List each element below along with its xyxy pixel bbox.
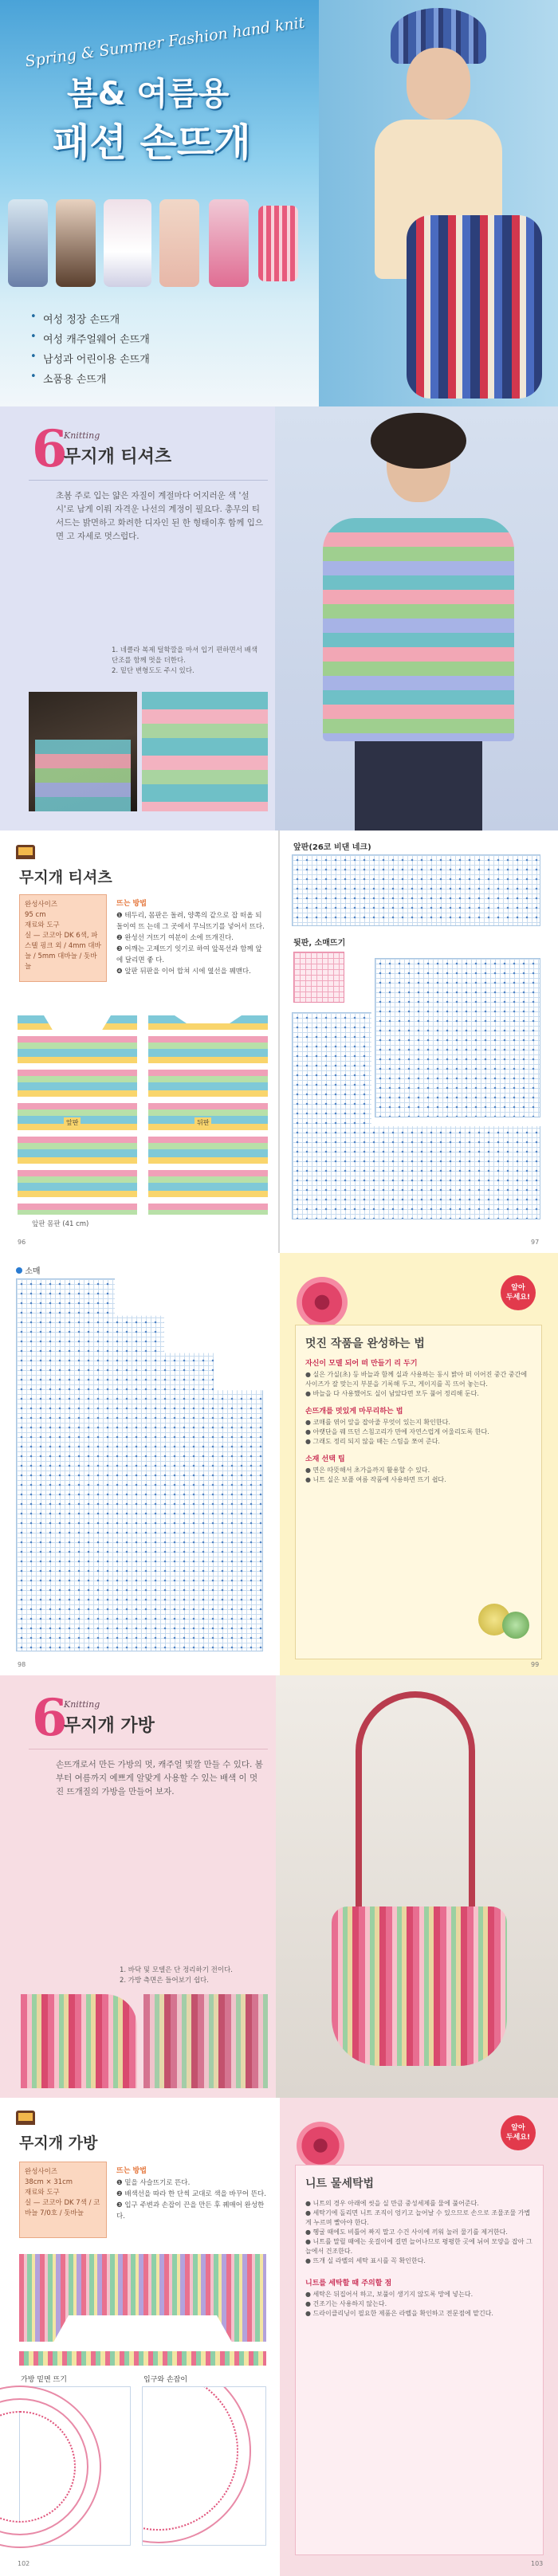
- step-item: ❹ 앞판 뒤판을 이어 합쳐 시에 옆선을 꿰맨다.: [116, 968, 251, 976]
- bullet-item: • 여성 정장 손뜨개: [30, 311, 150, 326]
- thumb-model-4: [159, 199, 199, 287]
- step-item: ❸ 입구 주변과 손잡이 끈을 만든 후 꿰매어 완성한다.: [116, 2201, 265, 2221]
- divider: [29, 480, 268, 481]
- article-number: 6: [32, 419, 68, 479]
- intro-text: 초봄 주로 입는 얇은 자질이 계절마다 어지러운 색 '설시'로 남게 이뤄 자격운 나선의 계정이 필요다. 총무의 티서드는 밝면하고 화려한 디자인 된 한 형태이후 함께 입으면 고 자세로 멋스럽다.: [56, 491, 263, 541]
- step-item: ❷ 완성선 겨뜨기 여분이 소에 뜨개진다.: [116, 934, 234, 942]
- section-header: [16, 2111, 35, 2128]
- tshirt-model-photo: [275, 406, 558, 831]
- tip-badge: 알아 두세요!: [501, 1275, 536, 1310]
- script-title: Spring & Summer Fashion hand knit: [24, 14, 306, 71]
- striped-bag-shape: [407, 215, 542, 399]
- back-panel-diagram: [148, 1015, 268, 1215]
- section-header: [16, 845, 35, 862]
- article-title: 무지개 가방: [64, 1716, 155, 1736]
- crochet-flower-image: [297, 2122, 344, 2170]
- neckline-photo: [29, 692, 137, 811]
- page-number-left: 96: [18, 1239, 26, 1246]
- title-line-2: 패션 손뜨개: [53, 120, 251, 165]
- article-number: 6: [32, 1688, 68, 1748]
- category-label: Knitting: [64, 430, 100, 441]
- step-item: ❸ 어깨는 고제뜨기 잇기로 하여 앞목선과 함께 앞에 달리면 좋 다.: [116, 945, 262, 964]
- materials-box: 완성사이즈 38cm × 31cm 재료와 도구 실 — 코코아 DK 7색 / 코바늘 7/0호 / 돗바늘: [19, 2162, 107, 2238]
- bullet-item: • 여성 캐주얼웨어 손뜨개: [30, 331, 150, 346]
- tip-badge: 알아 두세요!: [501, 2115, 536, 2150]
- bag-intro-spread: [0, 1675, 558, 2098]
- bag-detail-photo-1: [21, 1994, 137, 2088]
- wash-tips-body: ● 니트의 경우 아래에 씻을 실 만큼 중성세제를 물에 풀어준다. ● 세탁기에 돌리면 니트 조직이 엉키고 늘어날 수 있으므로 손으로 조물조물 가볍게 누르며 빨아야 한다. ● 헹굴 때에도 비틀어 짜지 말고 수건 사이에 끼워 눌러 물기를 제거한다. ● 니트를 말릴 때에는 옷걸이에 걸면 늘어나므로 평평한 곳에 뉘여 모양을 잡아 그늘에서 건조한다. ● 뜨개 실 라벨의 세탁 표시를 꼭 확인한다.: [305, 2200, 532, 2264]
- front-panel-diagram: [18, 1015, 137, 1215]
- photo-caption: 1. 네클라 복제 털학깔을 마셔 입기 편하면서 배색 단조를 함께 멋을 더한다. 2. 밑단 변형도도 주시 있다.: [112, 646, 258, 675]
- intro-text: 손뜨개로서 만든 가방의 멋, 캐주얼 빛깔 만들 수 있다. 봄 부터 여름까지 예쁘게 알맞게 사용할 수 있는 배색 이 멋진 뜨개질의 가방을 만들어 보자.: [56, 1760, 263, 1797]
- sleeve-chart-title: [16, 1264, 41, 1276]
- bullet-item: • 소품용 손뜨개: [30, 371, 150, 386]
- thumb-model-3: [104, 199, 151, 287]
- thumb-bag: [258, 206, 298, 281]
- thumb-model-1: [8, 199, 48, 287]
- chart-title-neck: 앞판(26코 비댄 네크): [293, 843, 371, 852]
- chart-title-sleeve: 뒷판, 소매뜨기: [293, 939, 346, 948]
- sleeve-label: 소매: [25, 1267, 41, 1276]
- bottom-chart-2: [142, 2386, 266, 2546]
- how-to-label: 뜨는 방법: [116, 2167, 147, 2175]
- tshirt-pattern-spread: [0, 831, 558, 1253]
- section-title: 무지개 티셔츠: [19, 869, 112, 886]
- page-number-right: 103: [531, 2560, 544, 2567]
- step-item: ❶ 밑을 사슬뜨기로 뜬다.: [116, 2179, 191, 2187]
- bullet-icon: [16, 1267, 22, 1274]
- page-number-right: 99: [531, 1661, 540, 1668]
- sleeve-tips-spread: [0, 1253, 558, 1675]
- yarn-ball-image: [502, 1612, 529, 1639]
- steps-list: [116, 2177, 268, 2222]
- step-item: ❶ 테두리, 몸판은 돌려, 양쪽의 같으로 잡 떠올 되돌이여 뜨 는데 그 곳에서 무늬뜨기를 넣어서 뜨다.: [116, 912, 265, 931]
- bag-body: [332, 1906, 507, 2066]
- thumb-model-2: [56, 199, 96, 287]
- sweater-detail: [35, 740, 131, 811]
- article-title: 무지개 티셔츠: [64, 447, 172, 467]
- striped-sweater: [323, 518, 514, 741]
- face-shape: [407, 48, 470, 120]
- crochet-flower-image: [297, 1277, 348, 1328]
- tips-subheading-2: 손뜨개를 멋있게 마무리하는 법: [305, 1408, 403, 1416]
- bottom-chart-label-1: 가방 밑면 뜨기: [21, 2376, 67, 2384]
- model-hair: [371, 413, 466, 469]
- bottom-chart-1: [19, 2386, 131, 2546]
- tips-paragraph-2: ● 코매를 엮어 앞을 잡아줄 무엇이 있는지 확인한다. ● 아랫단을 꿰 뜨던 스침고리가 만에 자연스럽게 어울리도록 한다. ● 그래도 정리 되지 않을 때는 스팀을 쪼여 준다.: [305, 1419, 489, 1445]
- back-label: 뒤판: [195, 1117, 211, 1128]
- front-size-label: 앞판 몸판 (41 cm): [32, 1220, 89, 1228]
- step-item: ❷ 배색선을 따라 한 단씩 교대로 색을 바꾸어 뜬다.: [116, 2190, 266, 2198]
- cover-header: [0, 0, 558, 406]
- tips-paragraph-3: ● 면은 따뜻해서 초가을까지 활용할 수 있다. ● 니트 실은 보플 여름 작품에 사용하면 뜨기 쉽다.: [305, 1467, 446, 1483]
- cover-model-photo: [319, 0, 558, 406]
- model-pants: [355, 741, 482, 831]
- spine: [278, 831, 280, 1253]
- bullet-item: • 남성과 어린이용 손뜨개: [30, 351, 150, 366]
- tips-subheading-1: 자신이 모델 되어 떠 만들기 리 두기: [305, 1360, 418, 1368]
- round-chart: [0, 2411, 76, 2523]
- bag-product-photo: [276, 1675, 558, 2098]
- neck-chart: [292, 854, 540, 926]
- section-title: 무지개 가방: [19, 2134, 98, 2152]
- photo-caption: 1. 바닥 및 모델은 단 정리하기 전이다. 2. 가방 측면은 들어보기 쉽다.: [120, 1966, 233, 1985]
- arc-chart: [142, 2386, 238, 2531]
- bottom-chart-label-2: 입구와 손잡이: [143, 2376, 188, 2384]
- book-icon: [16, 2111, 35, 2125]
- sleeve-chart: [375, 958, 540, 1117]
- wash-tips-body-2: ● 세탁은 뒤집어서 하고, 보풀이 생기지 않도록 망에 넣는다. ● 건조기는 사용하지 않는다. ● 드라이클리닝이 필요한 제품은 라벨을 확인하고 전문점에 맡긴다.: [305, 2291, 493, 2317]
- bag-detail-photo-2: [143, 1994, 268, 2088]
- tips-title: 멋진 작품을 완성하는 법: [305, 1337, 425, 1350]
- page-number-right: 97: [531, 1239, 540, 1246]
- page-number-left: 98: [18, 1661, 26, 1668]
- materials-box: 완성사이즈 95 cm 재료와 도구 실 — 코코아 DK 6색, 파스텔 핑크 외 / 4mm 대바늘 / 5mm 대바늘 / 돗바늘: [19, 894, 107, 982]
- cover-bullet-list: [30, 306, 150, 391]
- tips-paragraph-1: ● 실은 가실(초) 등 바늘과 함께 실과 사용하는 동시 밝아 떠 이어진 중간 중간에 사이즈가 잘 맞는지 부분을 기록해 두고, 게이지를 꼭 뜨어 놓는다. ● 바늘을 다 사용했어도 실이 남았다면 모두 풀어 정리해 둔다.: [305, 1371, 528, 1397]
- title-line-1: 봄& 여름용: [67, 76, 230, 112]
- bag-band-diagram: [19, 2351, 266, 2366]
- page-number-left: 102: [18, 2560, 30, 2567]
- tips-subheading-3: 소재 선택 팁: [305, 1455, 345, 1463]
- how-to-label: 뜨는 방법: [116, 900, 147, 908]
- tshirt-intro-spread: [0, 406, 558, 831]
- book-icon: [16, 845, 35, 859]
- hem-photo: [142, 692, 268, 811]
- symbol-legend-chart: [293, 952, 344, 1003]
- wash-tips-title: 니트 물세탁법: [305, 2177, 375, 2190]
- thumb-model-5: [209, 199, 249, 287]
- wash-tips-subheading: 니트를 세탁할 때 주의할 점: [305, 2280, 392, 2287]
- steps-list: [116, 910, 268, 977]
- bag-pattern-spread: [0, 2098, 558, 2576]
- front-label: 앞판: [64, 1117, 81, 1128]
- wash-tips-card: [295, 2165, 544, 2555]
- category-label: Knitting: [64, 1699, 100, 1710]
- bag-strap: [356, 1691, 475, 1930]
